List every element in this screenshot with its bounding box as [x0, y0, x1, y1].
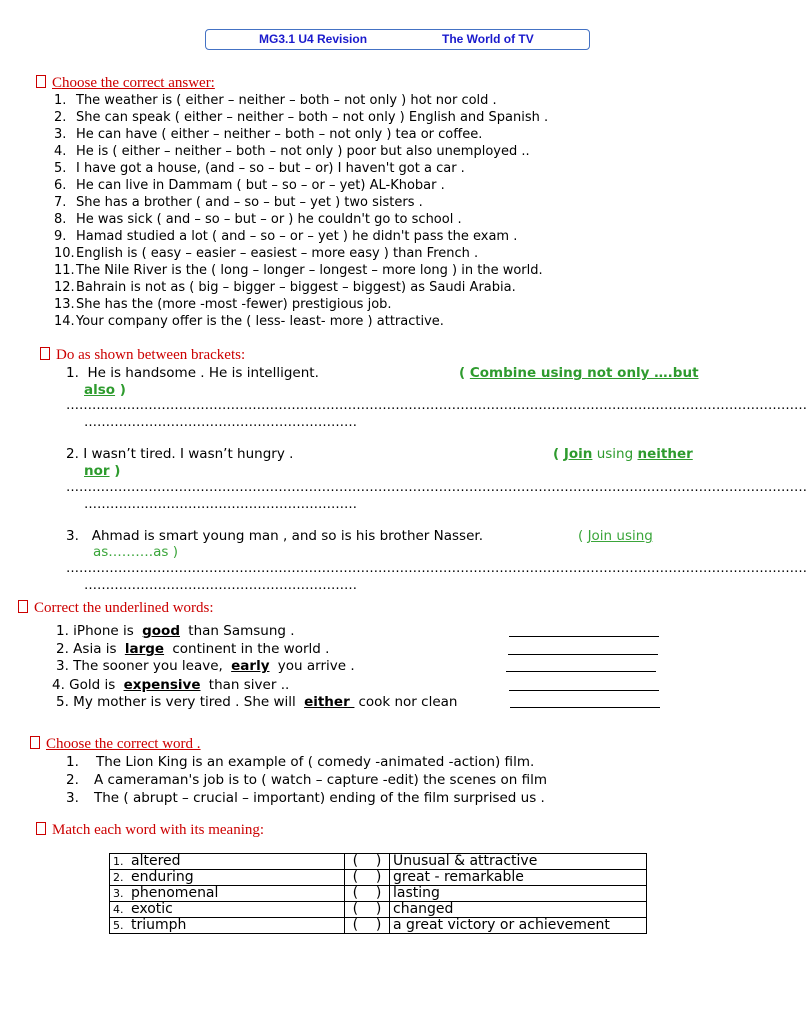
item-number: 1.: [66, 754, 79, 770]
word-cell: [110, 918, 345, 934]
item-number: 2.: [54, 110, 67, 125]
list-item: [54, 211, 548, 228]
word-cell: [110, 870, 345, 886]
answer-line[interactable]: ………………………………………………………………………………………………………………………………………………………: [66, 398, 807, 413]
row-number: 2.: [113, 871, 124, 884]
answer-parentheses[interactable]: ( ): [345, 886, 390, 902]
answer-parentheses[interactable]: ( ): [345, 918, 390, 934]
meaning-cell: Unusual & attractive: [390, 854, 647, 870]
item-text: I have got a house, (and – so – but – or) I haven't got a car .: [76, 161, 465, 176]
s2-q3-instruction: ( Join using: [578, 528, 653, 544]
item-text: He can have ( either – neither – both – not only ) tea or coffee.: [76, 127, 483, 142]
row-number: 3.: [113, 887, 124, 900]
item-number: 1.: [54, 93, 67, 108]
item-text: The Nile River is the ( long – longer – longest – more long ) in the world.: [76, 263, 543, 278]
item-text: The Lion King is an example of ( comedy -animated -action) film.: [96, 754, 535, 770]
section3-heading: Correct the underlined words:: [18, 600, 214, 617]
answer-line[interactable]: ………………………………………………………: [84, 578, 357, 593]
item-text: A cameraman's job is to ( watch – capture -edit) the scenes on film: [94, 772, 548, 788]
list-item: [54, 109, 548, 126]
s2-q1-instruction: ( Combine using not only ….but: [459, 365, 699, 381]
s2-q2-instruction: ( Join using neither: [553, 446, 693, 462]
s2-q3: 3. Ahmad is smart young man , and so is his brother Nasser.: [66, 528, 483, 544]
answer-blank[interactable]: [509, 636, 659, 637]
item-text: He was sick ( and – so – but – or ) he couldn't go to school .: [76, 212, 462, 227]
answer-line[interactable]: ………………………………………………………………………………………………………………………………………………………: [66, 561, 807, 576]
word-cell: [110, 902, 345, 918]
answer-parentheses[interactable]: ( ): [345, 902, 390, 918]
table-row: [110, 854, 647, 870]
item-text: The weather is ( either – neither – both – not only ) hot nor cold .: [76, 93, 497, 108]
sentence-start: 5. My mother is very tired . She will: [56, 694, 301, 710]
item-number: 4.: [54, 144, 67, 159]
list-item: [54, 262, 548, 279]
list-item: [54, 194, 548, 211]
item-number: 3.: [66, 790, 79, 806]
item-text: Bahrain is not as ( big – bigger – biggest – biggest) as Saudi Arabia.: [76, 280, 516, 295]
list-item: [54, 177, 548, 194]
s2-q1-instruction-cont: also ): [84, 382, 126, 398]
item-number: 10.: [54, 246, 75, 261]
list-item: [56, 658, 355, 674]
list-item: [54, 160, 548, 177]
item-text: The ( abrupt – crucial – important) ending of the film surprised us .: [94, 790, 545, 806]
row-number: 1.: [113, 855, 124, 868]
row-number: 5.: [113, 919, 124, 932]
meaning-cell: lasting: [390, 886, 647, 902]
meaning-cell: great - remarkable: [390, 870, 647, 886]
sentence-start: 2. Asia is: [56, 641, 121, 657]
section4-list: [66, 753, 547, 807]
list-item: [56, 623, 295, 639]
list-item: [52, 677, 289, 693]
section1-heading: Choose the correct answer:: [36, 75, 215, 92]
section4-heading: Choose the correct word .: [30, 736, 201, 753]
sentence-end: than siver ..: [204, 677, 290, 693]
item-text: English is ( easy – easier – easiest – more easy ) than French .: [76, 246, 479, 261]
answer-line[interactable]: ………………………………………………………: [84, 497, 357, 512]
answer-line[interactable]: ………………………………………………………: [84, 415, 357, 430]
item-number: 7.: [54, 195, 67, 210]
item-number: 12.: [54, 280, 75, 295]
s2-q3-instruction-cont: as……….as ): [93, 544, 178, 560]
row-number: 4.: [113, 903, 124, 916]
list-item: [66, 753, 547, 771]
underlined-word: early: [231, 658, 270, 674]
sentence-end: than Samsung .: [184, 623, 295, 639]
sentence-start: 3. The sooner you leave,: [56, 658, 228, 674]
checkbox-icon: [18, 600, 28, 613]
checkbox-icon: [40, 347, 50, 360]
list-item: [54, 228, 548, 245]
item-number: 8.: [54, 212, 67, 227]
meaning-cell: changed: [390, 902, 647, 918]
word-cell: [110, 854, 345, 870]
checkbox-icon: [36, 822, 46, 835]
list-item: [54, 245, 548, 262]
section1-list: [54, 92, 548, 330]
item-text: She has the (more -most -fewer) prestigious job.: [76, 297, 392, 312]
item-text: She has a brother ( and – so – but – yet ) two sisters .: [76, 195, 423, 210]
match-table: [109, 853, 647, 934]
answer-blank[interactable]: [510, 707, 660, 708]
section5-heading: Match each word with its meaning:: [36, 822, 264, 839]
table-row: [110, 918, 647, 934]
sentence-end: continent in the world .: [168, 641, 330, 657]
underlined-word: either: [304, 694, 355, 710]
item-number: 3.: [54, 127, 67, 142]
list-item: [54, 313, 548, 330]
list-item: [54, 279, 548, 296]
answer-line[interactable]: ………………………………………………………………………………………………………………………………………………………: [66, 480, 807, 495]
item-number: 6.: [54, 178, 67, 193]
table-row: [110, 902, 647, 918]
sentence-end: cook nor clean: [358, 694, 458, 710]
list-item: [54, 296, 548, 313]
checkbox-icon: [36, 75, 46, 88]
answer-blank[interactable]: [508, 654, 658, 655]
worksheet-title: The World of TV: [442, 32, 534, 46]
item-text: He can live in Dammam ( but – so – or – yet) AL-Khobar .: [76, 178, 445, 193]
table-row: [110, 870, 647, 886]
item-number: 11.: [54, 263, 75, 278]
item-number: 5.: [54, 161, 67, 176]
item-number: 14.: [54, 314, 75, 329]
word-text: altered: [131, 853, 181, 869]
underlined-word: good: [142, 623, 180, 639]
list-item: [54, 92, 548, 109]
answer-blank[interactable]: [509, 690, 659, 691]
list-item: [54, 126, 548, 143]
item-text: He is ( either – neither – both – not only ) poor but also unemployed ..: [76, 144, 530, 159]
item-text: Your company offer is the ( less- least- more ) attractive.: [76, 314, 444, 329]
sentence-end: you arrive .: [273, 658, 355, 674]
section2-heading: Do as shown between brackets:: [40, 347, 245, 364]
list-item: [56, 641, 329, 657]
list-item: [54, 143, 548, 160]
word-text: exotic: [131, 901, 173, 917]
underlined-word: large: [124, 641, 165, 657]
item-number: 13.: [54, 297, 75, 312]
answer-blank[interactable]: [506, 671, 656, 672]
s2-q2-instruction-cont: nor ): [84, 463, 121, 479]
worksheet-code: MG3.1 U4 Revision: [259, 32, 368, 46]
meaning-cell: a great victory or achievement: [390, 918, 647, 934]
checkbox-icon: [30, 736, 40, 749]
s2-q1: 1. He is handsome . He is intelligent.: [66, 365, 319, 381]
item-number: 2.: [66, 772, 79, 788]
list-item: [66, 771, 547, 789]
answer-parentheses[interactable]: ( ): [345, 854, 390, 870]
answer-parentheses[interactable]: ( ): [345, 870, 390, 886]
sentence-start: 1. iPhone is: [56, 623, 139, 639]
list-item: [56, 694, 457, 710]
item-text: Hamad studied a lot ( and – so – or – yet ) he didn't pass the exam .: [76, 229, 518, 244]
table-row: [110, 886, 647, 902]
underlined-word: expensive: [123, 677, 201, 693]
item-text: She can speak ( either – neither – both – not only ) English and Spanish .: [76, 110, 549, 125]
item-number: 9.: [54, 229, 67, 244]
word-cell: [110, 886, 345, 902]
word-text: phenomenal: [131, 885, 219, 901]
sentence-start: 4. Gold is: [52, 677, 120, 693]
word-text: enduring: [131, 869, 194, 885]
list-item: [66, 789, 547, 807]
word-text: triumph: [131, 917, 187, 933]
s2-q2: 2. I wasn’t tired. I wasn’t hungry .: [66, 446, 294, 462]
